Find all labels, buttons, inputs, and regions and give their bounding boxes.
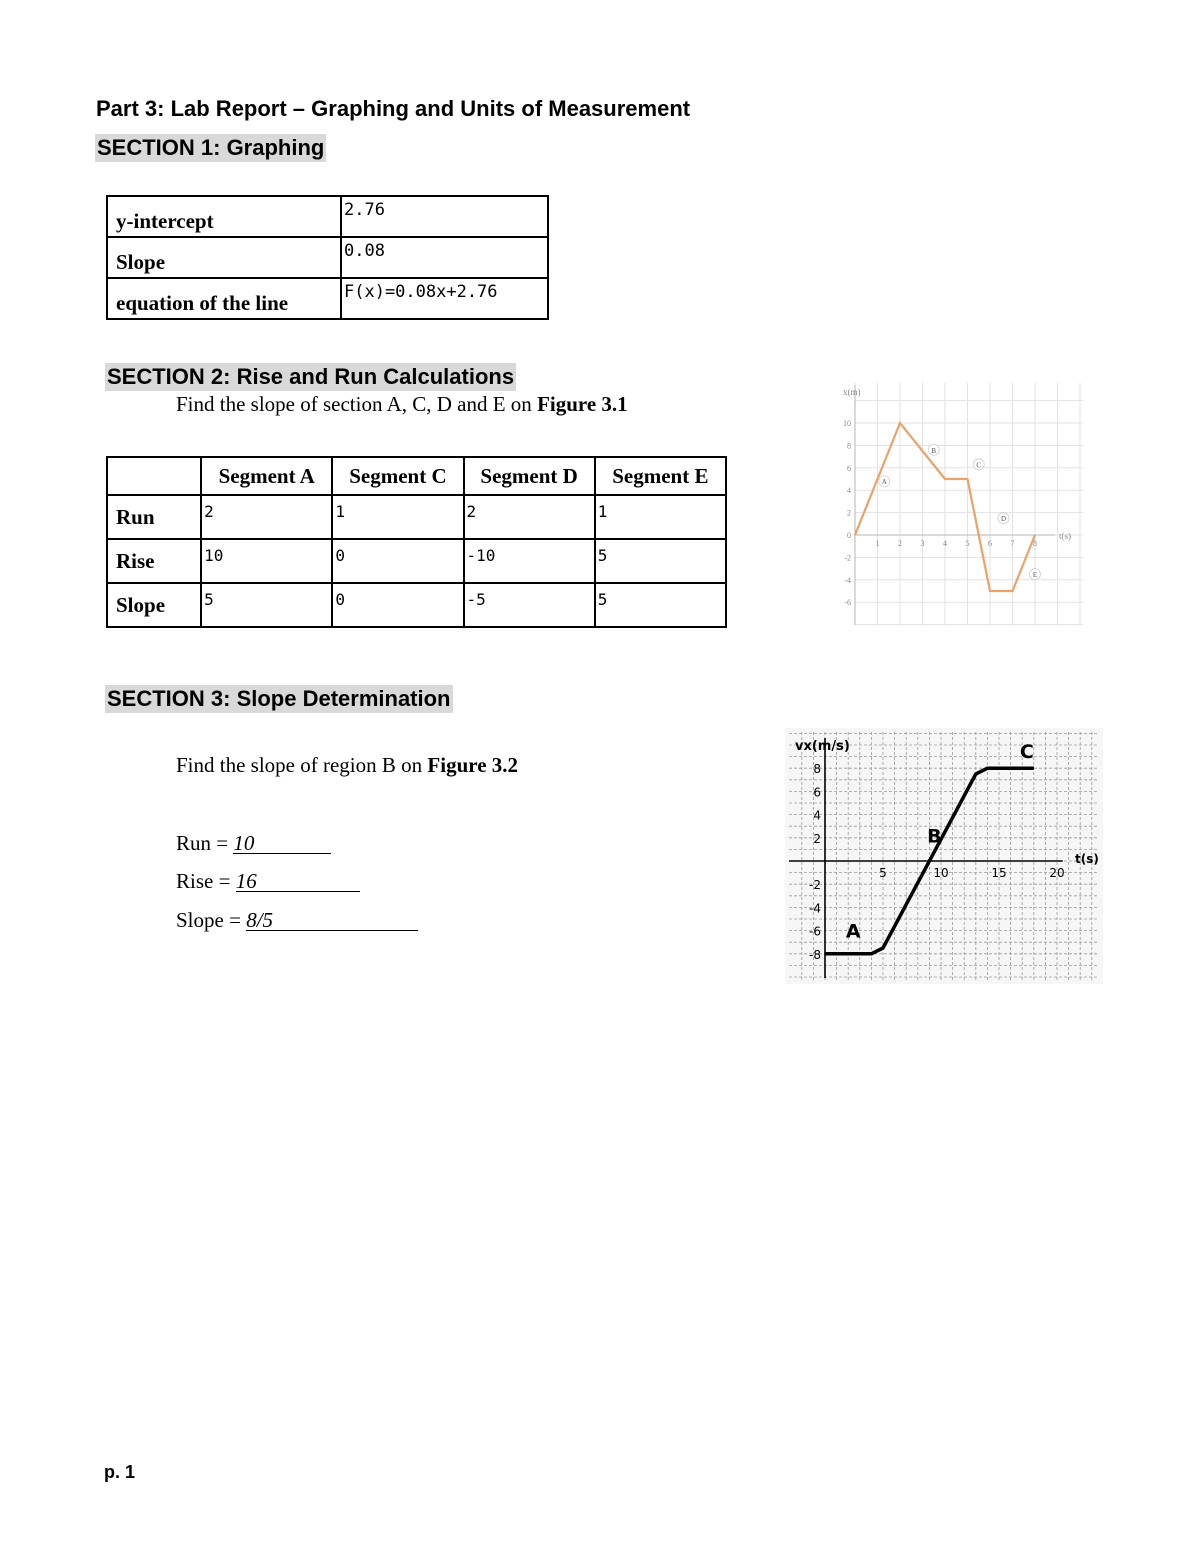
row-label: Rise (107, 539, 201, 583)
y-tick-label: 6 (847, 463, 851, 473)
x-tick-label: 1 (875, 539, 880, 548)
table-row (107, 539, 726, 583)
table-header-row (107, 457, 726, 495)
segments-table (106, 456, 727, 628)
table-cell: 5 (201, 583, 332, 627)
slope-value: 8/5 (246, 910, 418, 931)
y-tick-label: 6 (813, 785, 821, 800)
table-row (107, 196, 548, 237)
segment-label: B (931, 446, 937, 455)
header-cell: Segment A (201, 457, 332, 495)
segment-label: E (1032, 571, 1038, 580)
y-tick-label: -2 (844, 553, 851, 563)
y-tick-label: 2 (813, 831, 821, 846)
section1-table (106, 195, 549, 320)
table-cell: 1 (595, 495, 726, 539)
y-tick-label: 8 (813, 762, 821, 777)
x-tick-label: 5 (965, 539, 970, 548)
table-cell: 5 (595, 583, 726, 627)
y-tick-label: 0 (847, 531, 851, 540)
instruction-text: Find the slope of section A, C, D and E on (176, 392, 538, 416)
row-label: Slope (107, 583, 201, 627)
row-label: Run (107, 495, 201, 539)
x-axis-label: t(s) (1059, 531, 1071, 541)
header-cell: Segment E (595, 457, 726, 495)
x-tick-label: 2 (898, 539, 902, 548)
figure-3-1-chart (835, 375, 1087, 627)
region-label: C (1019, 740, 1034, 763)
y-tick-label: -4 (844, 575, 851, 585)
run-value: 10 (233, 833, 331, 854)
section3-instruction (176, 753, 518, 778)
row-label: y-intercept (107, 196, 341, 237)
row-label: Slope (107, 237, 341, 278)
y-tick-label: 10 (843, 419, 851, 428)
rise-line (176, 869, 360, 894)
x-axis-label: t(s) (1075, 852, 1099, 866)
page-number: p. 1 (104, 1462, 136, 1482)
section2-heading: SECTION 2: Rise and Run Calculations (107, 364, 515, 389)
y-tick-label: -2 (809, 878, 821, 893)
figure-ref: Figure 3.2 (427, 753, 519, 777)
y-tick-label: -4 (809, 901, 821, 916)
y-tick-label: -6 (844, 598, 851, 608)
segment-label: A (881, 478, 887, 487)
table-cell: 10 (201, 539, 332, 583)
x-tick-label: 8 (1033, 539, 1037, 548)
page-title: Part 3: Lab Report – Graphing and Units of Measurement (96, 96, 691, 121)
header-cell: Segment D (464, 457, 595, 495)
row-value: 0.08 (341, 237, 548, 278)
x-tick-label: 10 (933, 866, 949, 880)
region-label: A (845, 920, 861, 943)
section3-heading: SECTION 3: Slope Determination (107, 686, 451, 711)
header-cell: Segment C (332, 457, 463, 495)
y-tick-label: 4 (847, 486, 851, 496)
section2-instruction (176, 392, 628, 417)
table-cell: 0 (332, 583, 463, 627)
header-cell (107, 457, 201, 495)
segment-label: D (1000, 515, 1007, 524)
figure-ref: Figure 3.1 (537, 392, 628, 416)
row-value: F(x)=0.08x+2.76 (341, 278, 548, 319)
table-cell: 1 (332, 495, 463, 539)
table-row (107, 237, 548, 278)
table-cell: 2 (201, 495, 332, 539)
y-tick-label: -6 (809, 924, 821, 939)
region-label: B (927, 825, 942, 848)
row-value: 2.76 (341, 196, 548, 237)
table-cell: 2 (464, 495, 595, 539)
x-tick-label: 6 (988, 539, 992, 548)
run-line (176, 831, 331, 856)
x-tick-label: 3 (920, 539, 925, 548)
chart-background (835, 375, 1087, 627)
table-row (107, 495, 726, 539)
x-tick-label: 4 (943, 539, 947, 548)
x-tick-label: 20 (1049, 866, 1065, 880)
run-label: Run = (176, 831, 234, 855)
section1-heading: SECTION 1: Graphing (97, 135, 325, 160)
table-cell: 0 (332, 539, 463, 583)
y-tick-label: -8 (809, 947, 821, 962)
x-tick-label: 7 (1010, 539, 1015, 548)
instruction-text: Find the slope of region B on (176, 753, 428, 777)
y-tick-label: 8 (847, 441, 851, 451)
segment-label: C (976, 461, 982, 470)
rise-label: Rise = (176, 869, 236, 893)
chart-background (785, 728, 1103, 984)
x-tick-label: 5 (879, 866, 887, 880)
y-axis-label: x(m) (843, 387, 861, 397)
table-row (107, 583, 726, 627)
figure-3-2-chart (785, 728, 1103, 984)
slope-label: Slope = (176, 908, 247, 932)
table-cell: 5 (595, 539, 726, 583)
table-row (107, 278, 548, 319)
y-tick-label: 2 (847, 508, 851, 518)
table-cell: -5 (464, 583, 595, 627)
y-axis-label: vx(m/s) (795, 739, 850, 754)
y-tick-label: 4 (813, 808, 821, 823)
row-label: equation of the line (107, 278, 341, 319)
slope-line (176, 908, 418, 933)
x-tick-label: 15 (991, 866, 1007, 880)
rise-value: 16 (236, 871, 360, 892)
table-cell: -10 (464, 539, 595, 583)
